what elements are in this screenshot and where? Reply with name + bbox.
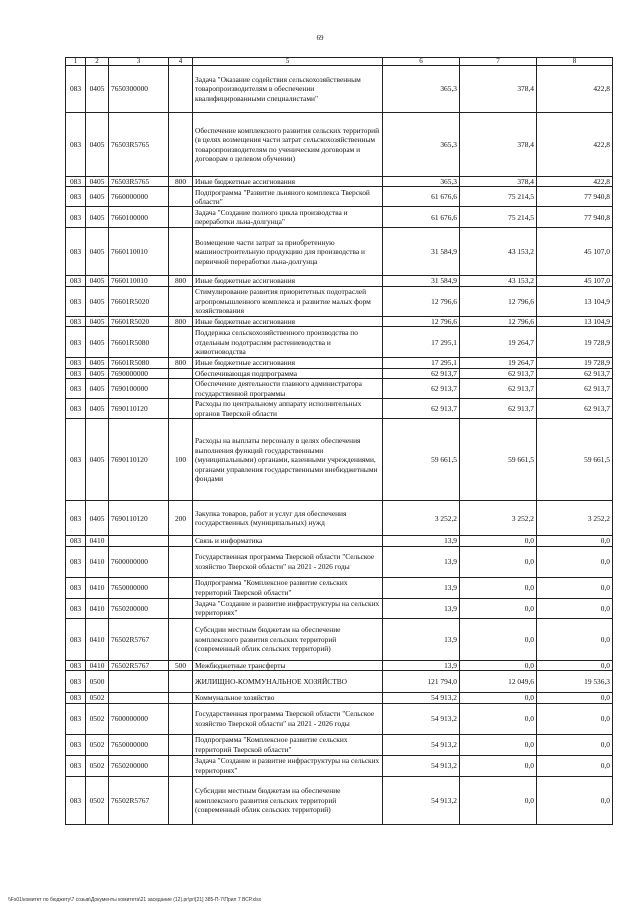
- column-header: 8: [537, 58, 613, 66]
- amount-2026-cell: 0,0: [537, 598, 613, 618]
- admin-code-cell: 083: [66, 327, 86, 358]
- admin-code-cell: 083: [66, 379, 86, 399]
- section-code-cell: 0502: [86, 776, 109, 824]
- admin-code-cell: 083: [66, 546, 86, 577]
- budget-table: [65, 57, 613, 825]
- amount-2025-cell: 378,4: [460, 113, 537, 177]
- section-code-cell: 0410: [86, 660, 109, 670]
- expense-type-cell: [169, 776, 193, 824]
- amount-2025-cell: 0,0: [460, 693, 537, 703]
- admin-code-cell: 083: [66, 671, 86, 693]
- expense-type-cell: [169, 113, 193, 177]
- name-cell: Задача "Создание и развитие инфраструктуры на сельских территориях": [193, 598, 383, 618]
- table-row: [66, 671, 613, 693]
- section-code-cell: 0405: [86, 379, 109, 399]
- name-cell: Иные бюджетные ассигнования: [193, 358, 383, 368]
- amount-2024-cell: 62 913,7: [383, 368, 460, 378]
- amount-2025-cell: 378,4: [460, 177, 537, 187]
- amount-2024-cell: 365,3: [383, 177, 460, 187]
- admin-code-cell: 083: [66, 113, 86, 177]
- amount-2026-cell: 0,0: [537, 660, 613, 670]
- table-row: [66, 755, 613, 776]
- name-cell: Обеспечивающая подпрограмма: [193, 368, 383, 378]
- column-header: 1: [66, 58, 86, 66]
- amount-2025-cell: 43 153,2: [460, 276, 537, 286]
- amount-2024-cell: 13,9: [383, 660, 460, 670]
- section-code-cell: 0405: [86, 228, 109, 276]
- section-code-cell: 0405: [86, 419, 109, 501]
- amount-2026-cell: 0,0: [537, 755, 613, 776]
- admin-code-cell: 083: [66, 577, 86, 598]
- name-cell: Государственная программа Тверской области "Сельское хозяйство Тверской области" на 2021 - 2026 годы: [193, 703, 383, 734]
- table-row: [66, 598, 613, 618]
- amount-2024-cell: 13,9: [383, 618, 460, 660]
- expense-type-cell: [169, 618, 193, 660]
- amount-2024-cell: 365,3: [383, 113, 460, 177]
- amount-2026-cell: 62 913,7: [537, 399, 613, 419]
- section-code-cell: 0405: [86, 327, 109, 358]
- table-row: [66, 66, 613, 113]
- amount-2024-cell: 54 913,2: [383, 776, 460, 824]
- name-cell: Подпрограмма "Развитие льняного комплекса Тверской области": [193, 187, 383, 207]
- amount-2025-cell: 59 661,5: [460, 419, 537, 501]
- name-cell: Задача "Создание полного цикла производства и переработки льна-долгунца": [193, 207, 383, 228]
- amount-2024-cell: 17 295,1: [383, 358, 460, 368]
- table-row: [66, 660, 613, 670]
- amount-2024-cell: 3 252,2: [383, 501, 460, 536]
- section-code-cell: 0405: [86, 113, 109, 177]
- target-article-cell: 76601R5020: [109, 316, 169, 326]
- name-cell: Закупка товаров, работ и услуг для обеспечения государственных (муниципальных) нужд: [193, 501, 383, 536]
- expense-type-cell: 800: [169, 276, 193, 286]
- amount-2024-cell: 12 796,6: [383, 316, 460, 326]
- admin-code-cell: 083: [66, 177, 86, 187]
- target-article-cell: 7600000000: [109, 546, 169, 577]
- target-article-cell: 7660110010: [109, 276, 169, 286]
- name-cell: Задача "Создание и развитие инфраструктуры на сельских территориях": [193, 755, 383, 776]
- table-row: [66, 734, 613, 755]
- target-article-cell: [109, 536, 169, 546]
- expense-type-cell: [169, 755, 193, 776]
- table-row: [66, 207, 613, 228]
- expense-type-cell: [169, 693, 193, 703]
- amount-2024-cell: 54 913,2: [383, 703, 460, 734]
- admin-code-cell: 083: [66, 755, 86, 776]
- name-cell: Подпрограмма "Комплексное развитие сельских территорий Тверской области": [193, 577, 383, 598]
- amount-2026-cell: 0,0: [537, 703, 613, 734]
- amount-2024-cell: 17 295,1: [383, 327, 460, 358]
- page-number: 69: [316, 34, 324, 42]
- section-code-cell: 0405: [86, 286, 109, 316]
- column-header: 3: [109, 58, 169, 66]
- amount-2024-cell: 13,9: [383, 577, 460, 598]
- target-article-cell: 76502R5767: [109, 618, 169, 660]
- amount-2026-cell: 13 104,9: [537, 316, 613, 326]
- name-cell: Иные бюджетные ассигнования: [193, 316, 383, 326]
- table-row: [66, 276, 613, 286]
- amount-2026-cell: 19 536,3: [537, 671, 613, 693]
- section-code-cell: 0502: [86, 693, 109, 703]
- amount-2025-cell: 0,0: [460, 598, 537, 618]
- amount-2026-cell: 62 913,7: [537, 379, 613, 399]
- target-article-cell: 7690110120: [109, 419, 169, 501]
- expense-type-cell: [169, 536, 193, 546]
- column-number-header-row: [66, 58, 613, 66]
- amount-2025-cell: 0,0: [460, 536, 537, 546]
- amount-2026-cell: 0,0: [537, 536, 613, 546]
- expense-type-cell: [169, 207, 193, 228]
- amount-2024-cell: 121 794,0: [383, 671, 460, 693]
- name-cell: ЖИЛИЩНО-КОММУНАЛЬНОЕ ХОЗЯЙСТВО: [193, 671, 383, 693]
- amount-2025-cell: 0,0: [460, 734, 537, 755]
- expense-type-cell: [169, 228, 193, 276]
- admin-code-cell: 083: [66, 228, 86, 276]
- section-code-cell: 0410: [86, 546, 109, 577]
- amount-2025-cell: 12 796,6: [460, 316, 537, 326]
- amount-2025-cell: 62 913,7: [460, 399, 537, 419]
- table-row: [66, 693, 613, 703]
- amount-2024-cell: 54 913,2: [383, 734, 460, 755]
- name-cell: Стимулирование развития приоритетных подотраслей агропромышленного комплекса и развитие малых форм хозяйствования: [193, 286, 383, 316]
- amount-2024-cell: 54 913,2: [383, 755, 460, 776]
- file-path-footer: \\Fs01\комитет по бюджету\7 созыв\Документы комитета\21 заседание (12).pr\pr\[21] 385-П-7\Прил 7 ВСР.xlsx: [8, 897, 262, 903]
- name-cell: Межбюджетные трансферты: [193, 660, 383, 670]
- target-article-cell: 76502R5767: [109, 776, 169, 824]
- table-row: [66, 703, 613, 734]
- section-code-cell: 0405: [86, 358, 109, 368]
- table-row: [66, 187, 613, 207]
- column-header: 2: [86, 58, 109, 66]
- amount-2026-cell: 0,0: [537, 546, 613, 577]
- amount-2024-cell: 61 676,6: [383, 187, 460, 207]
- amount-2026-cell: 62 913,7: [537, 368, 613, 378]
- admin-code-cell: 083: [66, 419, 86, 501]
- table-row: [66, 286, 613, 316]
- table-row: [66, 577, 613, 598]
- amount-2025-cell: 12 049,6: [460, 671, 537, 693]
- target-article-cell: 7650000000: [109, 577, 169, 598]
- admin-code-cell: 083: [66, 703, 86, 734]
- name-cell: Субсидии местным бюджетам на обеспечение комплексного развития сельских территорий (современный облик сельских территорий): [193, 776, 383, 824]
- admin-code-cell: 083: [66, 207, 86, 228]
- name-cell: Расходы по центральному аппарату исполнительных органов Тверской области: [193, 399, 383, 419]
- amount-2025-cell: 0,0: [460, 660, 537, 670]
- section-code-cell: 0405: [86, 177, 109, 187]
- section-code-cell: 0410: [86, 618, 109, 660]
- expense-type-cell: [169, 66, 193, 113]
- amount-2026-cell: 45 107,0: [537, 228, 613, 276]
- admin-code-cell: 083: [66, 187, 86, 207]
- expense-type-cell: [169, 379, 193, 399]
- section-code-cell: 0405: [86, 276, 109, 286]
- table-row: [66, 546, 613, 577]
- admin-code-cell: 083: [66, 618, 86, 660]
- expense-type-cell: 100: [169, 419, 193, 501]
- target-article-cell: 76601R5080: [109, 327, 169, 358]
- admin-code-cell: 083: [66, 693, 86, 703]
- amount-2024-cell: 13,9: [383, 598, 460, 618]
- table-row: [66, 177, 613, 187]
- section-code-cell: 0410: [86, 577, 109, 598]
- amount-2026-cell: 0,0: [537, 618, 613, 660]
- target-article-cell: 7690100000: [109, 379, 169, 399]
- amount-2025-cell: 0,0: [460, 703, 537, 734]
- expense-type-cell: [169, 327, 193, 358]
- expense-type-cell: 800: [169, 177, 193, 187]
- table-row: [66, 536, 613, 546]
- admin-code-cell: 083: [66, 66, 86, 113]
- amount-2026-cell: 13 104,9: [537, 286, 613, 316]
- expense-type-cell: 500: [169, 660, 193, 670]
- section-code-cell: 0405: [86, 66, 109, 113]
- target-article-cell: 7650000000: [109, 734, 169, 755]
- table-row: [66, 316, 613, 326]
- expense-type-cell: [169, 368, 193, 378]
- expense-type-cell: [169, 187, 193, 207]
- amount-2025-cell: 12 796,6: [460, 286, 537, 316]
- target-article-cell: 7600000000: [109, 703, 169, 734]
- target-article-cell: 7650300000: [109, 66, 169, 113]
- section-code-cell: 0410: [86, 598, 109, 618]
- name-cell: Обеспечение комплексного развития сельских территорий (в целях возмещения части затрат сельскохозяйственным товаропроизводителям по ученическим договорам и договорам о целевом обучении): [193, 113, 383, 177]
- expense-type-cell: [169, 399, 193, 419]
- section-code-cell: 0405: [86, 399, 109, 419]
- name-cell: Обеспечение деятельности главного администратора государственной программы: [193, 379, 383, 399]
- target-article-cell: 7690110120: [109, 399, 169, 419]
- target-article-cell: 7660110010: [109, 228, 169, 276]
- expense-type-cell: 800: [169, 316, 193, 326]
- amount-2024-cell: 12 796,6: [383, 286, 460, 316]
- expense-type-cell: [169, 546, 193, 577]
- expense-type-cell: 800: [169, 358, 193, 368]
- name-cell: Иные бюджетные ассигнования: [193, 276, 383, 286]
- name-cell: Задача "Оказание содействия сельскохозяйственным товаропроизводителям в обеспечении квалифицированными специалистами": [193, 66, 383, 113]
- section-code-cell: 0410: [86, 536, 109, 546]
- target-article-cell: 7660100000: [109, 207, 169, 228]
- amount-2025-cell: 0,0: [460, 577, 537, 598]
- section-code-cell: 0502: [86, 703, 109, 734]
- expense-type-cell: 200: [169, 501, 193, 536]
- column-header: 5: [193, 58, 383, 66]
- expense-type-cell: [169, 286, 193, 316]
- section-code-cell: 0502: [86, 755, 109, 776]
- table-row: [66, 618, 613, 660]
- target-article-cell: 76503R5765: [109, 177, 169, 187]
- target-article-cell: 76601R5020: [109, 286, 169, 316]
- amount-2025-cell: 19 264,7: [460, 327, 537, 358]
- expense-type-cell: [169, 671, 193, 693]
- target-article-cell: 7690110120: [109, 501, 169, 536]
- admin-code-cell: 083: [66, 368, 86, 378]
- amount-2025-cell: 75 214,5: [460, 187, 537, 207]
- amount-2026-cell: 45 107,0: [537, 276, 613, 286]
- amount-2025-cell: 62 913,7: [460, 368, 537, 378]
- target-article-cell: [109, 693, 169, 703]
- amount-2026-cell: 422,8: [537, 177, 613, 187]
- name-cell: Подпрограмма "Комплексное развитие сельских территорий Тверской области": [193, 734, 383, 755]
- amount-2025-cell: 0,0: [460, 755, 537, 776]
- table-row: [66, 368, 613, 378]
- target-article-cell: 7650200000: [109, 755, 169, 776]
- amount-2024-cell: 62 913,7: [383, 399, 460, 419]
- name-cell: Иные бюджетные ассигнования: [193, 177, 383, 187]
- amount-2026-cell: 19 728,9: [537, 358, 613, 368]
- admin-code-cell: 083: [66, 734, 86, 755]
- amount-2026-cell: 422,8: [537, 113, 613, 177]
- amount-2026-cell: 77 940,8: [537, 207, 613, 228]
- admin-code-cell: 083: [66, 660, 86, 670]
- admin-code-cell: 083: [66, 776, 86, 824]
- amount-2025-cell: 62 913,7: [460, 379, 537, 399]
- table-row: [66, 358, 613, 368]
- table-row: [66, 379, 613, 399]
- admin-code-cell: 083: [66, 358, 86, 368]
- amount-2025-cell: 0,0: [460, 618, 537, 660]
- amount-2026-cell: 77 940,8: [537, 187, 613, 207]
- amount-2026-cell: 19 728,9: [537, 327, 613, 358]
- target-article-cell: 76601R5080: [109, 358, 169, 368]
- name-cell: Коммунальное хозяйство: [193, 693, 383, 703]
- amount-2026-cell: 0,0: [537, 776, 613, 824]
- amount-2024-cell: 13,9: [383, 546, 460, 577]
- table-row: [66, 501, 613, 536]
- section-code-cell: 0405: [86, 207, 109, 228]
- target-article-cell: 7690000000: [109, 368, 169, 378]
- amount-2024-cell: 62 913,7: [383, 379, 460, 399]
- admin-code-cell: 083: [66, 276, 86, 286]
- admin-code-cell: 083: [66, 598, 86, 618]
- amount-2025-cell: 43 153,2: [460, 228, 537, 276]
- amount-2024-cell: 54 913,2: [383, 693, 460, 703]
- target-article-cell: 7650200000: [109, 598, 169, 618]
- table-row: [66, 399, 613, 419]
- amount-2024-cell: 31 584,9: [383, 276, 460, 286]
- amount-2025-cell: 0,0: [460, 776, 537, 824]
- name-cell: Субсидии местным бюджетам на обеспечение комплексного развития сельских территорий (современный облик сельских территорий): [193, 618, 383, 660]
- amount-2025-cell: 19 264,7: [460, 358, 537, 368]
- section-code-cell: 0502: [86, 734, 109, 755]
- amount-2026-cell: 0,0: [537, 577, 613, 598]
- name-cell: Возмещение части затрат за приобретенную машиностроительную продукцию для производства и первичной переработки льна-долгунца: [193, 228, 383, 276]
- column-header: 4: [169, 58, 193, 66]
- amount-2024-cell: 61 676,6: [383, 207, 460, 228]
- amount-2025-cell: 3 252,2: [460, 501, 537, 536]
- admin-code-cell: 083: [66, 286, 86, 316]
- name-cell: Связь и информатика: [193, 536, 383, 546]
- admin-code-cell: 083: [66, 536, 86, 546]
- target-article-cell: 76503R5765: [109, 113, 169, 177]
- section-code-cell: 0405: [86, 316, 109, 326]
- table-row: [66, 776, 613, 824]
- amount-2024-cell: 365,3: [383, 66, 460, 113]
- column-header: 7: [460, 58, 537, 66]
- expense-type-cell: [169, 577, 193, 598]
- section-code-cell: 0405: [86, 501, 109, 536]
- amount-2026-cell: 0,0: [537, 734, 613, 755]
- amount-2024-cell: 59 661,5: [383, 419, 460, 501]
- target-article-cell: 76502R5767: [109, 660, 169, 670]
- amount-2024-cell: 13,9: [383, 536, 460, 546]
- target-article-cell: [109, 671, 169, 693]
- amount-2025-cell: 0,0: [460, 546, 537, 577]
- amount-2026-cell: 3 252,2: [537, 501, 613, 536]
- amount-2026-cell: 59 661,5: [537, 419, 613, 501]
- name-cell: Поддержка сельскохозяйственного производства по отдельным подотраслям растениеводства и животноводства: [193, 327, 383, 358]
- name-cell: Государственная программа Тверской области "Сельское хозяйство Тверской области" на 2021 - 2026 годы: [193, 546, 383, 577]
- amount-2026-cell: 422,8: [537, 66, 613, 113]
- table-row: [66, 113, 613, 177]
- target-article-cell: 7660000000: [109, 187, 169, 207]
- section-code-cell: 0500: [86, 671, 109, 693]
- expense-type-cell: [169, 703, 193, 734]
- column-header: 6: [383, 58, 460, 66]
- expense-type-cell: [169, 734, 193, 755]
- expense-type-cell: [169, 598, 193, 618]
- amount-2025-cell: 75 214,5: [460, 207, 537, 228]
- amount-2025-cell: 378,4: [460, 66, 537, 113]
- admin-code-cell: 083: [66, 316, 86, 326]
- section-code-cell: 0405: [86, 187, 109, 207]
- admin-code-cell: 083: [66, 399, 86, 419]
- admin-code-cell: 083: [66, 501, 86, 536]
- table-row: [66, 419, 613, 501]
- name-cell: Расходы на выплаты персоналу в целях обеспечения выполнения функций государственными (муниципальными) органами, казенными учреждениями, органами управления государственными внебюджетными фондами: [193, 419, 383, 501]
- section-code-cell: 0405: [86, 368, 109, 378]
- amount-2024-cell: 31 584,9: [383, 228, 460, 276]
- amount-2026-cell: 0,0: [537, 693, 613, 703]
- table-row: [66, 228, 613, 276]
- table-row: [66, 327, 613, 358]
